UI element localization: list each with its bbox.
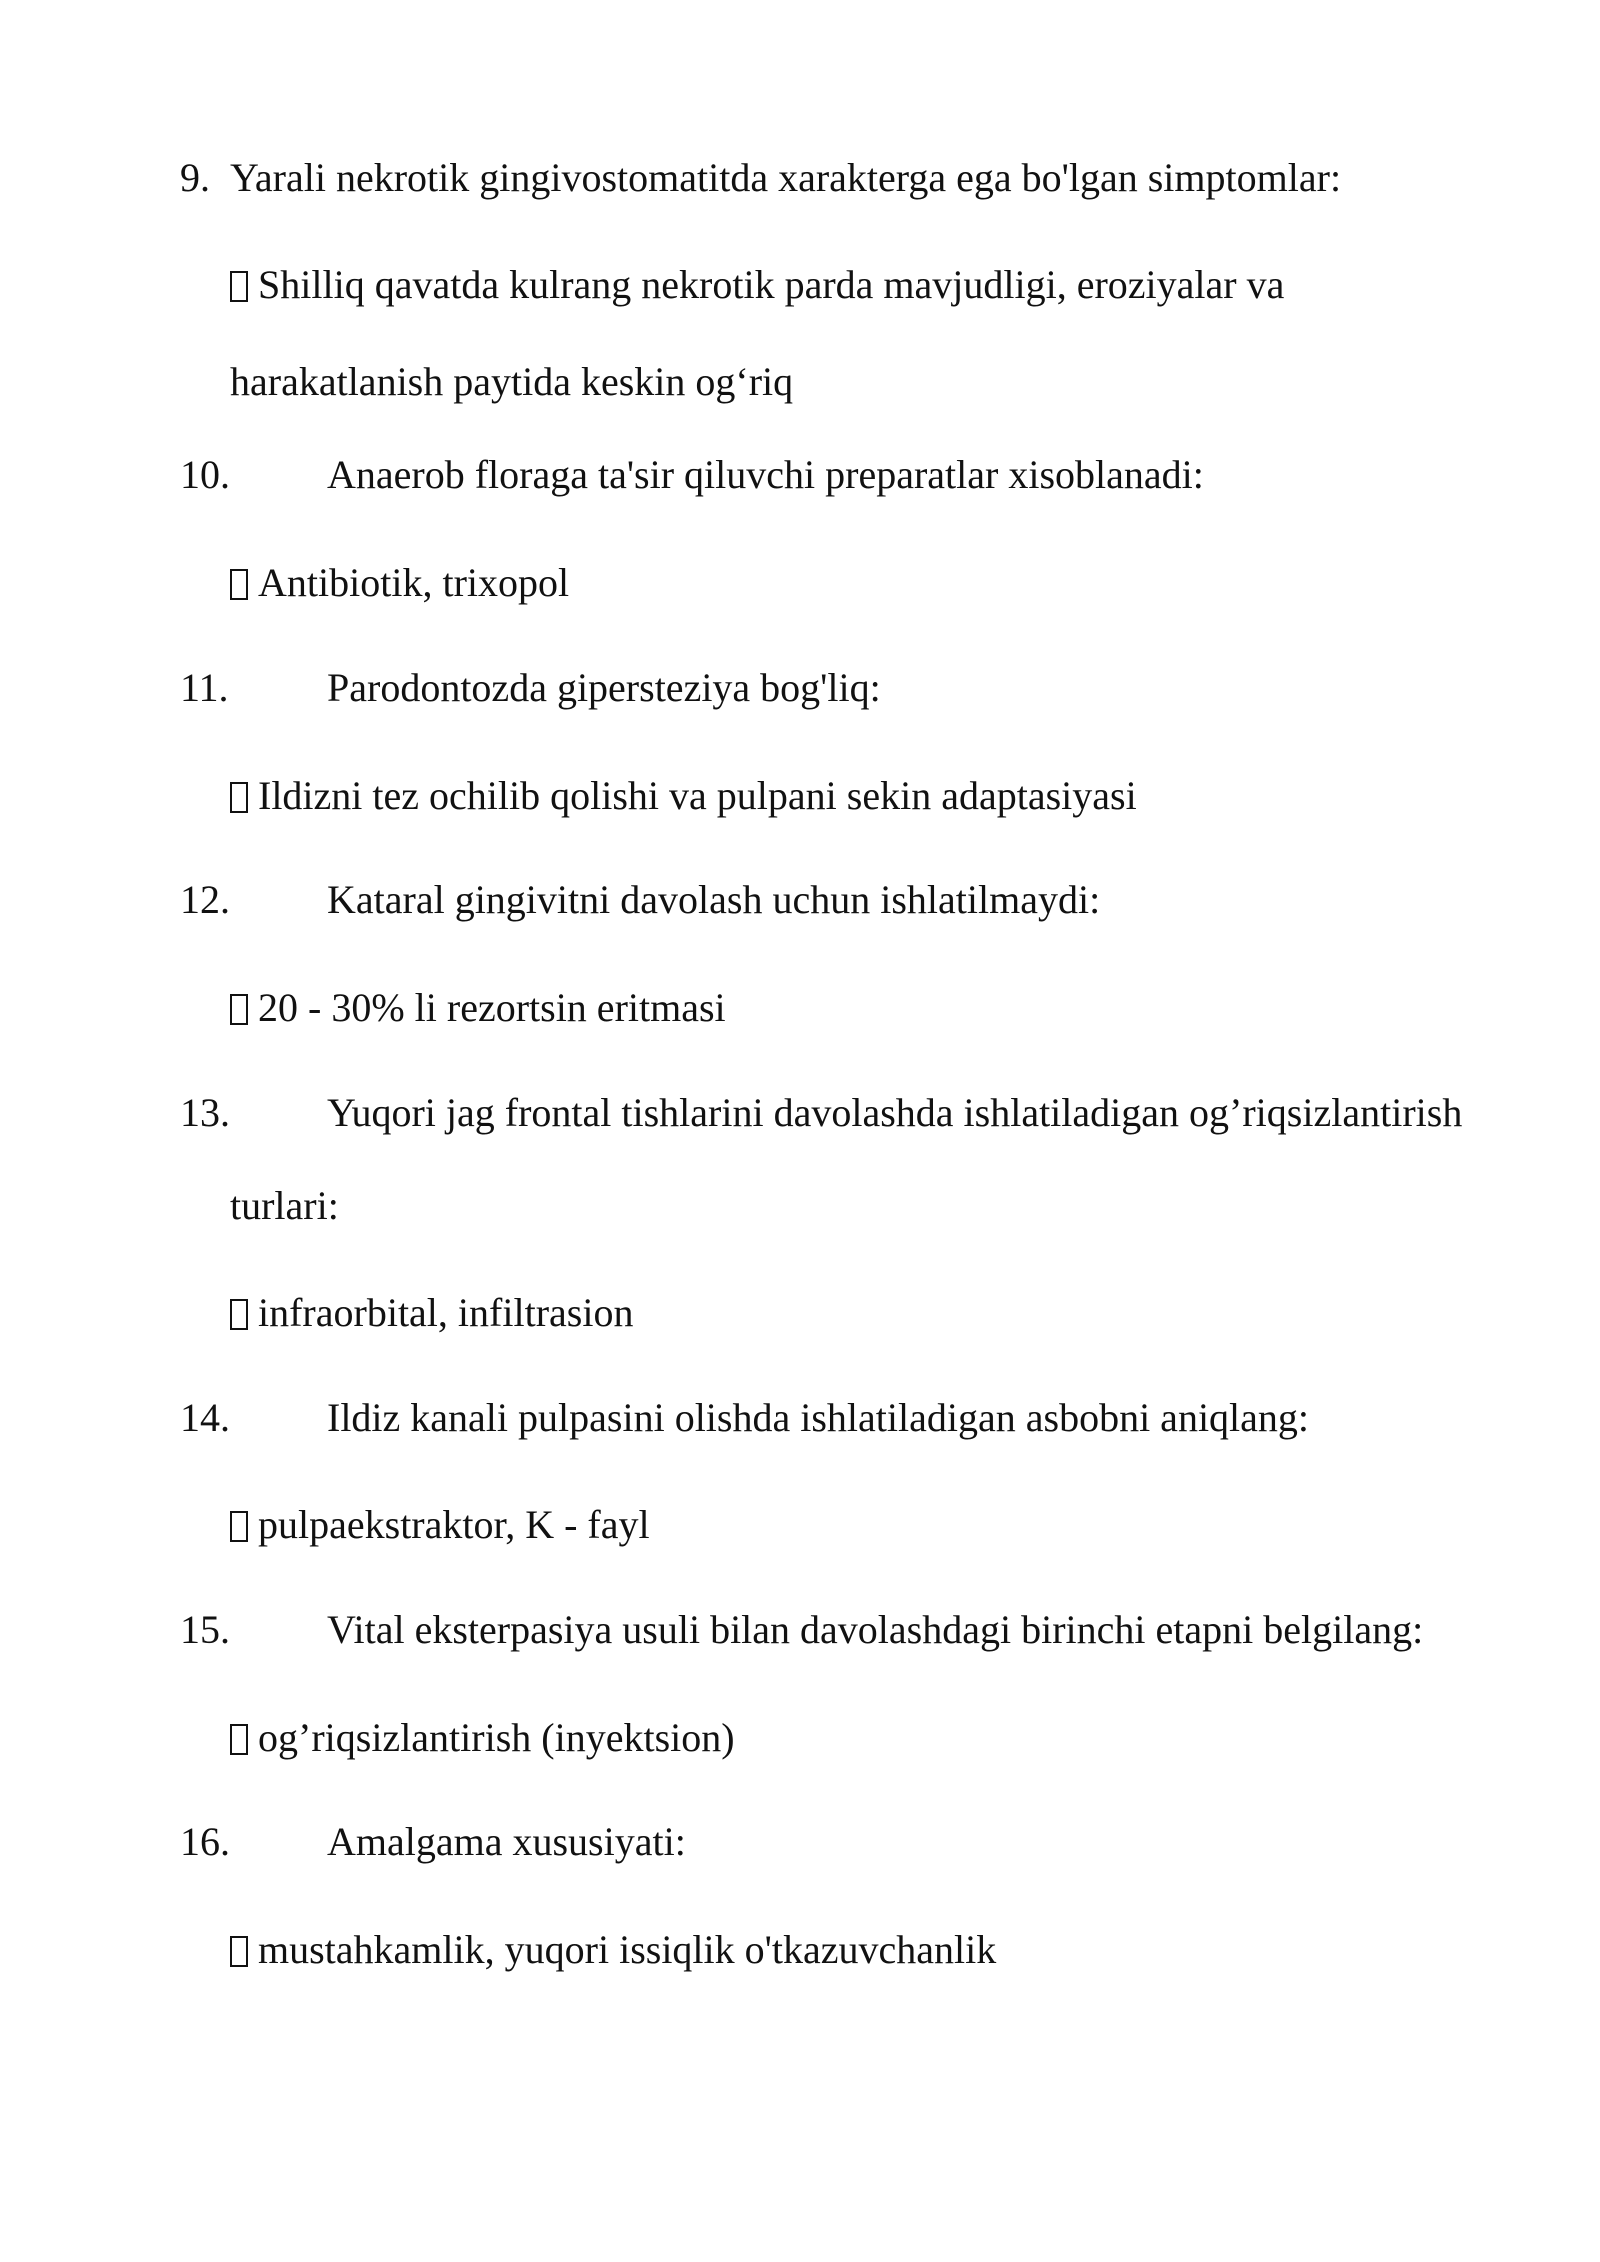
item-9-question: Yarali nekrotik gingivostomatitda xarakterga ega bo'lgan simptomlar: bbox=[230, 155, 1342, 200]
item-16-number: 16. bbox=[180, 1819, 230, 1864]
item-13-number: 13. bbox=[180, 1090, 230, 1135]
answer-bullet-icon bbox=[230, 569, 248, 600]
item-10-number: 10. bbox=[180, 452, 230, 497]
answer-bullet-icon bbox=[230, 1511, 248, 1542]
item-9-answer-text: Shilliq qavatda kulrang nekrotik parda mavjudligi, eroziyalar va bbox=[258, 262, 1285, 307]
answer-bullet-icon bbox=[230, 782, 248, 813]
item-13-question-cont: turlari: bbox=[230, 1183, 339, 1228]
item-12-answer-text: 20 - 30% li rezortsin eritmasi bbox=[258, 985, 726, 1030]
item-13-answer bbox=[230, 1290, 634, 1335]
item-13-answer-text: infraorbital, infiltrasion bbox=[258, 1290, 634, 1335]
answer-bullet-icon bbox=[230, 1724, 248, 1755]
item-9-answer-cont: harakatlanish paytida keskin og‘riq bbox=[230, 359, 794, 404]
answer-bullet-icon bbox=[230, 994, 248, 1025]
item-15-answer-text: og’riqsizlantirish (inyektsion) bbox=[258, 1715, 735, 1760]
item-9-answer bbox=[230, 262, 1285, 307]
answer-bullet-icon bbox=[230, 271, 248, 302]
answer-bullet-icon bbox=[230, 1299, 248, 1330]
item-10-question: Anaerob floraga ta'sir qiluvchi preparatlar xisoblanadi: bbox=[327, 452, 1204, 497]
item-10-answer bbox=[230, 560, 570, 605]
item-12-answer bbox=[230, 985, 726, 1030]
item-13-question: Yuqori jag frontal tishlarini davolashda ishlatiladigan og’riqsizlantirish bbox=[327, 1090, 1463, 1135]
item-11-answer bbox=[230, 773, 1137, 818]
item-16-answer-text: mustahkamlik, yuqori issiqlik o'tkazuvchanlik bbox=[258, 1927, 997, 1972]
item-15-answer bbox=[230, 1715, 735, 1760]
item-14-answer bbox=[230, 1502, 650, 1547]
item-12-question: Kataral gingivitni davolash uchun ishlatilmaydi: bbox=[327, 877, 1101, 922]
item-10-answer-text: Antibiotik, trixopol bbox=[258, 560, 570, 605]
item-15-question: Vital eksterpasiya usuli bilan davolashdagi birinchi etapni belgilang: bbox=[327, 1607, 1424, 1652]
item-11-answer-text: Ildizni tez ochilib qolishi va pulpani sekin adaptasiyasi bbox=[258, 773, 1137, 818]
item-14-number: 14. bbox=[180, 1395, 230, 1440]
item-16-answer bbox=[230, 1927, 997, 1972]
item-11-question: Parodontozda gipersteziya bog'liq: bbox=[327, 665, 881, 710]
answer-bullet-icon bbox=[230, 1936, 248, 1967]
item-12-number: 12. bbox=[180, 877, 230, 922]
item-9-number: 9. bbox=[180, 155, 210, 200]
item-11-number: 11. bbox=[180, 665, 229, 710]
item-16-question: Amalgama xususiyati: bbox=[327, 1819, 686, 1864]
item-15-number: 15. bbox=[180, 1607, 230, 1652]
item-14-question: Ildiz kanali pulpasini olishda ishlatiladigan asbobni aniqlang: bbox=[327, 1395, 1310, 1440]
item-14-answer-text: pulpaekstraktor, K - fayl bbox=[258, 1502, 650, 1547]
